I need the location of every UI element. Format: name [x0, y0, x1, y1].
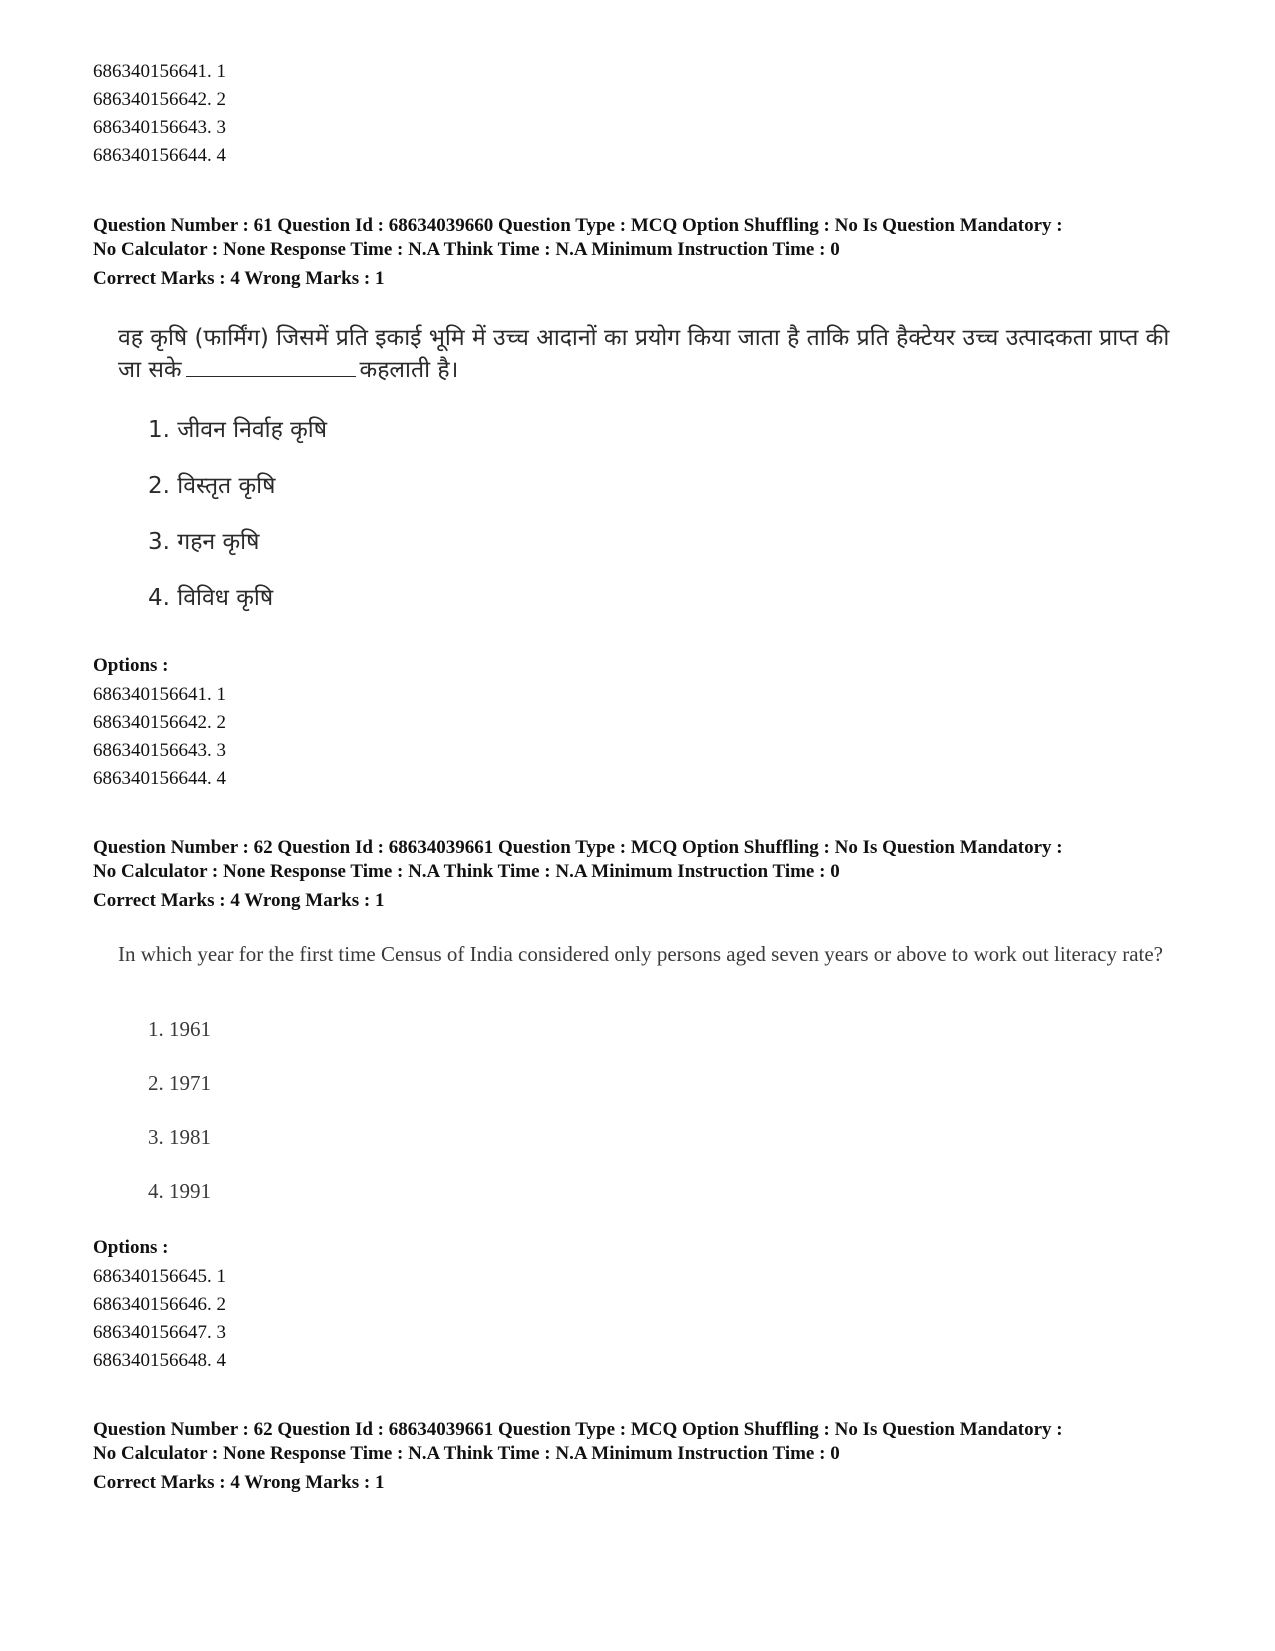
top-option-4: 686340156644. 4	[93, 145, 226, 166]
question-62-text: In which year for the first time Census of India considered only persons aged seven years or above to work out literacy rate?	[118, 942, 1163, 966]
answer-blank	[186, 358, 356, 377]
question-62-option-3: 686340156647. 3	[93, 1322, 226, 1343]
top-option-2: 686340156642. 2	[93, 89, 226, 110]
top-option-3: 686340156643. 3	[93, 117, 226, 138]
question-61-choice-2: 2. विस्तृत कृषि	[148, 473, 276, 499]
question-62-option-1: 686340156645. 1	[93, 1266, 226, 1287]
question-meta-line: No Calculator : None Response Time : N.A Think Time : N.A Minimum Instruction Time : 0	[93, 239, 840, 260]
question-61-marks: Correct Marks : 4 Wrong Marks : 1	[93, 268, 385, 289]
question-62-choice-2: 2. 1971	[148, 1071, 211, 1095]
question-61-options-label: Options :	[93, 655, 169, 676]
question-61-choice-4: 4. विविध कृषि	[148, 585, 274, 611]
top-option-1: 686340156641. 1	[93, 61, 226, 82]
question-61-option-1: 686340156641. 1	[93, 684, 226, 705]
question-62-options-label: Options :	[93, 1237, 169, 1258]
question-text-part: वह कृषि (फार्मिंग) जिसमें प्रति इकाई भूमि में उच्च आदानों का प्रयोग किया जाता है ताकि प्रति हैक्टेयर उच्च उत्पादकता प्राप्त की जा सके	[118, 325, 1170, 383]
question-meta-line: No Calculator : None Response Time : N.A Think Time : N.A Minimum Instruction Time : 0	[93, 1443, 840, 1464]
question-62b-marks: Correct Marks : 4 Wrong Marks : 1	[93, 1472, 385, 1493]
question-62-option-2: 686340156646. 2	[93, 1294, 226, 1315]
question-text-part: कहलाती है।	[359, 357, 459, 383]
question-62-option-4: 686340156648. 4	[93, 1350, 226, 1371]
question-62-meta	[93, 836, 1193, 884]
question-61-option-2: 686340156642. 2	[93, 712, 226, 733]
question-61-option-4: 686340156644. 4	[93, 768, 226, 789]
question-61-option-3: 686340156643. 3	[93, 740, 226, 761]
question-62-choice-1: 1. 1961	[148, 1017, 211, 1041]
question-61-text	[118, 322, 1178, 386]
question-meta-line: No Calculator : None Response Time : N.A Think Time : N.A Minimum Instruction Time : 0	[93, 861, 840, 882]
question-61-choice-1: 1. जीवन निर्वाह कृषि	[148, 417, 328, 443]
question-meta-line: Question Number : 62 Question Id : 68634039661 Question Type : MCQ Option Shuffling : No Is Question Mandatory :	[93, 1419, 1063, 1440]
question-62-choice-4: 4. 1991	[148, 1179, 211, 1203]
question-62-choice-3: 3. 1981	[148, 1125, 211, 1149]
question-61-meta	[93, 214, 1193, 262]
question-61-choice-3: 3. गहन कृषि	[148, 529, 260, 555]
question-meta-line: Question Number : 61 Question Id : 68634039660 Question Type : MCQ Option Shuffling : No Is Question Mandatory :	[93, 215, 1063, 236]
question-62-marks: Correct Marks : 4 Wrong Marks : 1	[93, 890, 385, 911]
question-meta-line: Question Number : 62 Question Id : 68634039661 Question Type : MCQ Option Shuffling : No Is Question Mandatory :	[93, 837, 1063, 858]
question-62b-meta	[93, 1418, 1193, 1466]
